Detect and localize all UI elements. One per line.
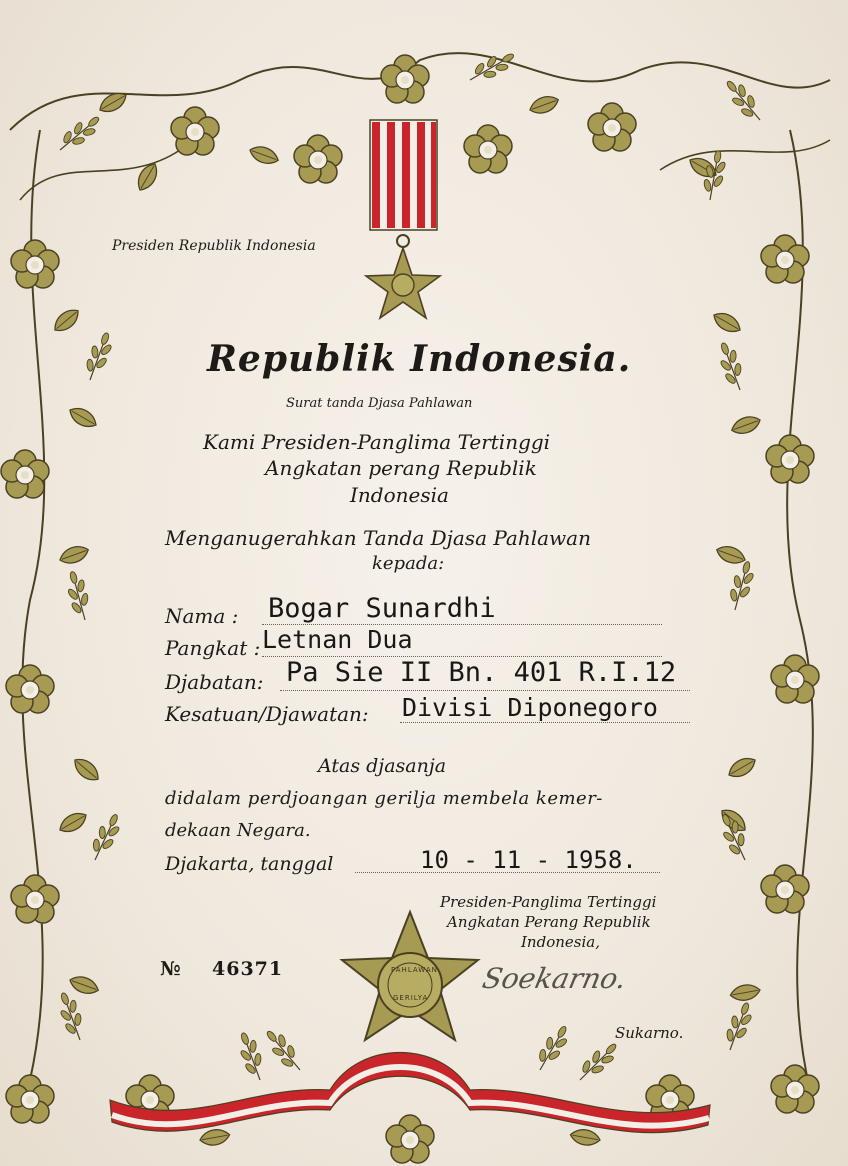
signatory-line-3: Indonesia, xyxy=(521,933,600,951)
award-line-1: Menganugerahkan Tanda Djasa Pahlawan xyxy=(165,526,591,550)
kesatuan-dotted-line xyxy=(400,722,690,723)
certificate-subtitle: Surat tanda Djasa Pahlawan xyxy=(286,396,473,411)
large-star-medal xyxy=(342,912,478,1040)
signature: Soekarno. xyxy=(479,962,630,995)
reason-line-2: dekaan Negara. xyxy=(165,820,311,841)
award-line-2: kepada: xyxy=(372,553,445,574)
date-label: Djakarta, tanggal xyxy=(165,853,334,875)
pangkat-value: Letnan Dua xyxy=(262,625,413,654)
certificate-number-symbol: № xyxy=(160,958,181,980)
reason-line-1: didalam perdjoangan gerilja membela kemer- xyxy=(165,788,603,809)
certificate-number: 46371 xyxy=(212,958,284,980)
issuer-line-2: Angkatan perang Republik xyxy=(265,456,537,480)
kesatuan-value: Divisi Diponegoro xyxy=(402,693,658,722)
pangkat-label: Pangkat : xyxy=(165,636,261,660)
djabatan-dotted-line xyxy=(280,690,690,691)
president-label: Presiden Republik Indonesia xyxy=(112,238,316,254)
reason-heading: Atas djasanja xyxy=(318,755,447,777)
kesatuan-label: Kesatuan/Djawatan: xyxy=(165,702,369,726)
issuer-line-3: Indonesia xyxy=(350,483,449,507)
certificate-title: Republik Indonesia. xyxy=(207,338,632,380)
signatory-line-1: Presiden-Panglima Tertinggi xyxy=(440,893,657,911)
nama-label: Nama : xyxy=(165,604,239,628)
small-star-medal xyxy=(366,248,440,318)
djabatan-value: Pa Sie II Bn. 401 R.I.12 xyxy=(286,657,677,688)
signatory-line-2: Angkatan Perang Republik xyxy=(447,913,651,931)
medal-inscription-bottom: GERILYA xyxy=(393,994,429,1002)
nama-value: Bogar Sunardhi xyxy=(268,593,496,624)
djabatan-label: Djabatan: xyxy=(165,670,264,694)
ribbon-bar xyxy=(370,120,437,247)
issuer-line-1: Kami Presiden-Panglima Tertinggi xyxy=(203,430,551,454)
signatory-name: Sukarno. xyxy=(615,1024,684,1042)
date-value: 10 - 11 - 1958. xyxy=(420,846,637,874)
medal-inscription-top: PAHLAWAN xyxy=(391,966,438,974)
